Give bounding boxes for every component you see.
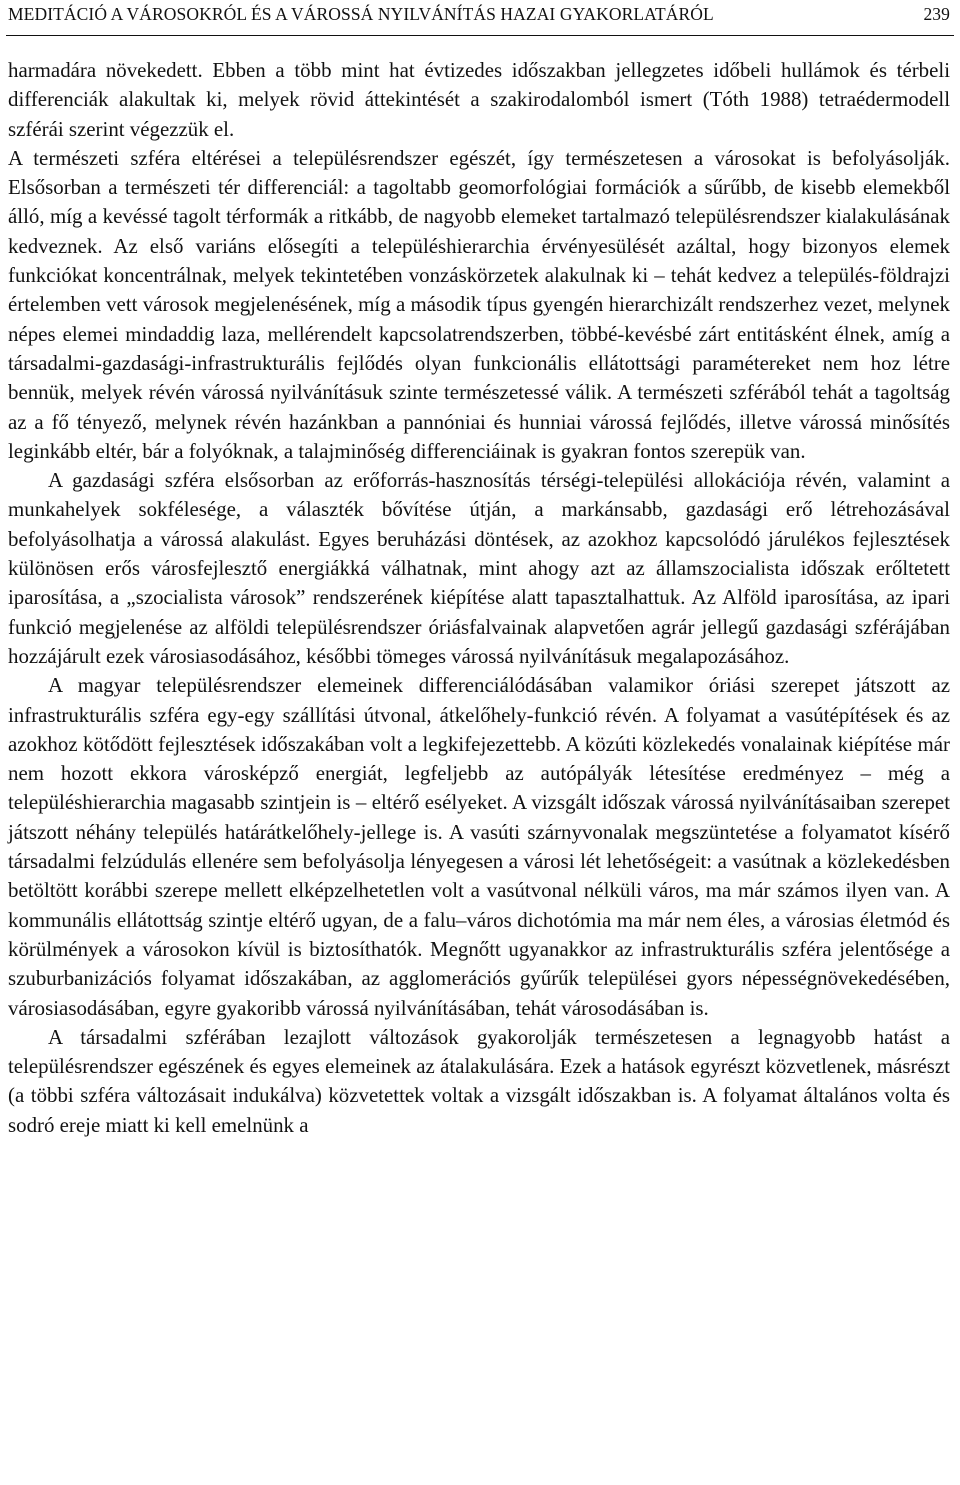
- paragraph: harmadára növekedett. Ebben a több mint hat évtizedes időszakban jellegzetes időbeli hullámok és térbeli differenciák alakultak ki, melyek rövid áttekintését a szakirodalomból ismert (Tóth 1988) tetraédermodell szférái szerint végezzük el.: [8, 58, 950, 141]
- running-header: [8, 4, 950, 28]
- body-text: [8, 56, 950, 1140]
- paragraph: A magyar településrendszer elemeinek differenciálódásában valamikor óriási szerepet játszott az infrastrukturális szféra egy-egy szállítási útvonal, átkelőhely-funkció révén. A folyamat a vasútépítések és az azokhoz kötődött fejlesztések időszakában volt a legkifejezettebb. A közúti közlekedés vonalainak kiépítése már nem hozott ekkora városképző energiát, legfeljebb az autópályák létesítése eredményez – még a településhierarchia magasabb szintjein is – eltérő esélyeket. A vizsgált időszak várossá nyilvánításaiban szerepet játszott néhány település határátkelőhely-jellege is. A vasúti szárnyvonalak megszüntetése a folyamatot kísérő társadalmi felzúdulás ellenére sem befolyásolja lényegesen a városi lét lehetőségeit: a vasútnak a közlekedésben betöltött korábbi szerepe mellett elképzelhetetlen volt a vasútvonal nélküli város, ma már számos ilyen van. A kommunális ellátottság szintje eltérő ugyan, de a falu–város dichotómia ma már nem éles, a városias életmód és körülmények a városokon kívül is biztosíthatók. Megnőtt ugyanakkor az infrastrukturális szféra jelentősége a szuburbanizációs folyamat időszakában, az agglomerációs gyűrűk települései gyors népességnövekedésében, városiasodásában, egyre gyakoribb várossá nyilvánításában, tehát városodásában is.: [8, 673, 950, 1020]
- paragraph: A természeti szféra eltérései a településrendszer egészét, így természetesen a városokat is befolyásolják. Elsősorban a természeti tér differenciál: a tagoltabb geomorfológiai formációk a sűrűbb, de kisebb elemekből álló, míg a kevéssé tagolt térformák a ritkább, de nagyobb elemeket tartalmazó településrendszer kialakulásának kedveznek. Az első variáns elősegíti a településhierarchia érvényesülését azáltal, hogy bizonyos elemek funkciókat koncentrálnak, melyek tekintetében vonzáskörzetek alakulnak ki – tehát kedvez a település-földrajzi értelemben vett városok megjelenésének, míg a második típus gyengén hierarchizált rendszerhez vezet, melynek népes elemei mindaddig laza, mellérendelt kapcsolatrendszerben, többé-kevésbé zárt entitásként élnek, amíg a társadalmi-gazdasági-infrastrukturális fejlődés olyan funkcionális ellátottsági paramétereket nem hoz létre bennük, melyek révén várossá nyilvánításuk szinte természetessé válik. A természeti szférából tehát a tagoltság az a fő tényező, melynek révén hazánkban a pannóniai és hunniai várossá fejlődés, illetve várossá minősítés leginkább eltér, bár a folyóknak, a talajminőség differenciáinak is gyakran fontos szerepük van.: [8, 145, 950, 463]
- header-rule: [6, 35, 954, 36]
- paragraph: A társadalmi szférában lezajlott változások gyakorolják természetesen a legnagyobb hatást a településrendszer egészének és egyes elemeinek az átalakulására. Ezek a hatások egyrészt közvetlenek, másrészt (a többi szféra változásait indukálva) közvetettek voltak a vizsgált időszakban is. A folyamat általános volta és sodró ereje miatt ki kell emelnünk a: [8, 1024, 950, 1137]
- page-number: 239: [923, 4, 950, 24]
- paragraph: A gazdasági szféra elsősorban az erőforrás-hasznosítás térségi-települési allokációja révén, valamint a munkahelyek sokfélesége, a választék bővítése útján, a markánsabb, gazdasági erő létrehozásával befolyásolhatja a várossá alakulást. Egyes beruházási döntések, az azokhoz kapcsolódó járulékos fejlesztések különösen erős városfejlesztő energiákká válhatnak, mint ahogy azt az államszocialista időszak erőltetett iparosítása, a „szocialista városok” rendszerének kiépítése alatt tapasztalhattuk. Az Alföld iparosítása, az ipari funkció megjelenése az alföldi településrendszer óriásfalvainak alapvetően agrár jellegű gazdasági szférájában hozzájárult ezek városiasodásához, későbbi tömeges várossá nyilvánításuk megalapozásához.: [8, 468, 950, 668]
- running-title: MEDITÁCIÓ A VÁROSOKRÓL ÉS A VÁROSSÁ NYILVÁNÍTÁS HAZAI GYAKORLATÁRÓL: [8, 4, 714, 24]
